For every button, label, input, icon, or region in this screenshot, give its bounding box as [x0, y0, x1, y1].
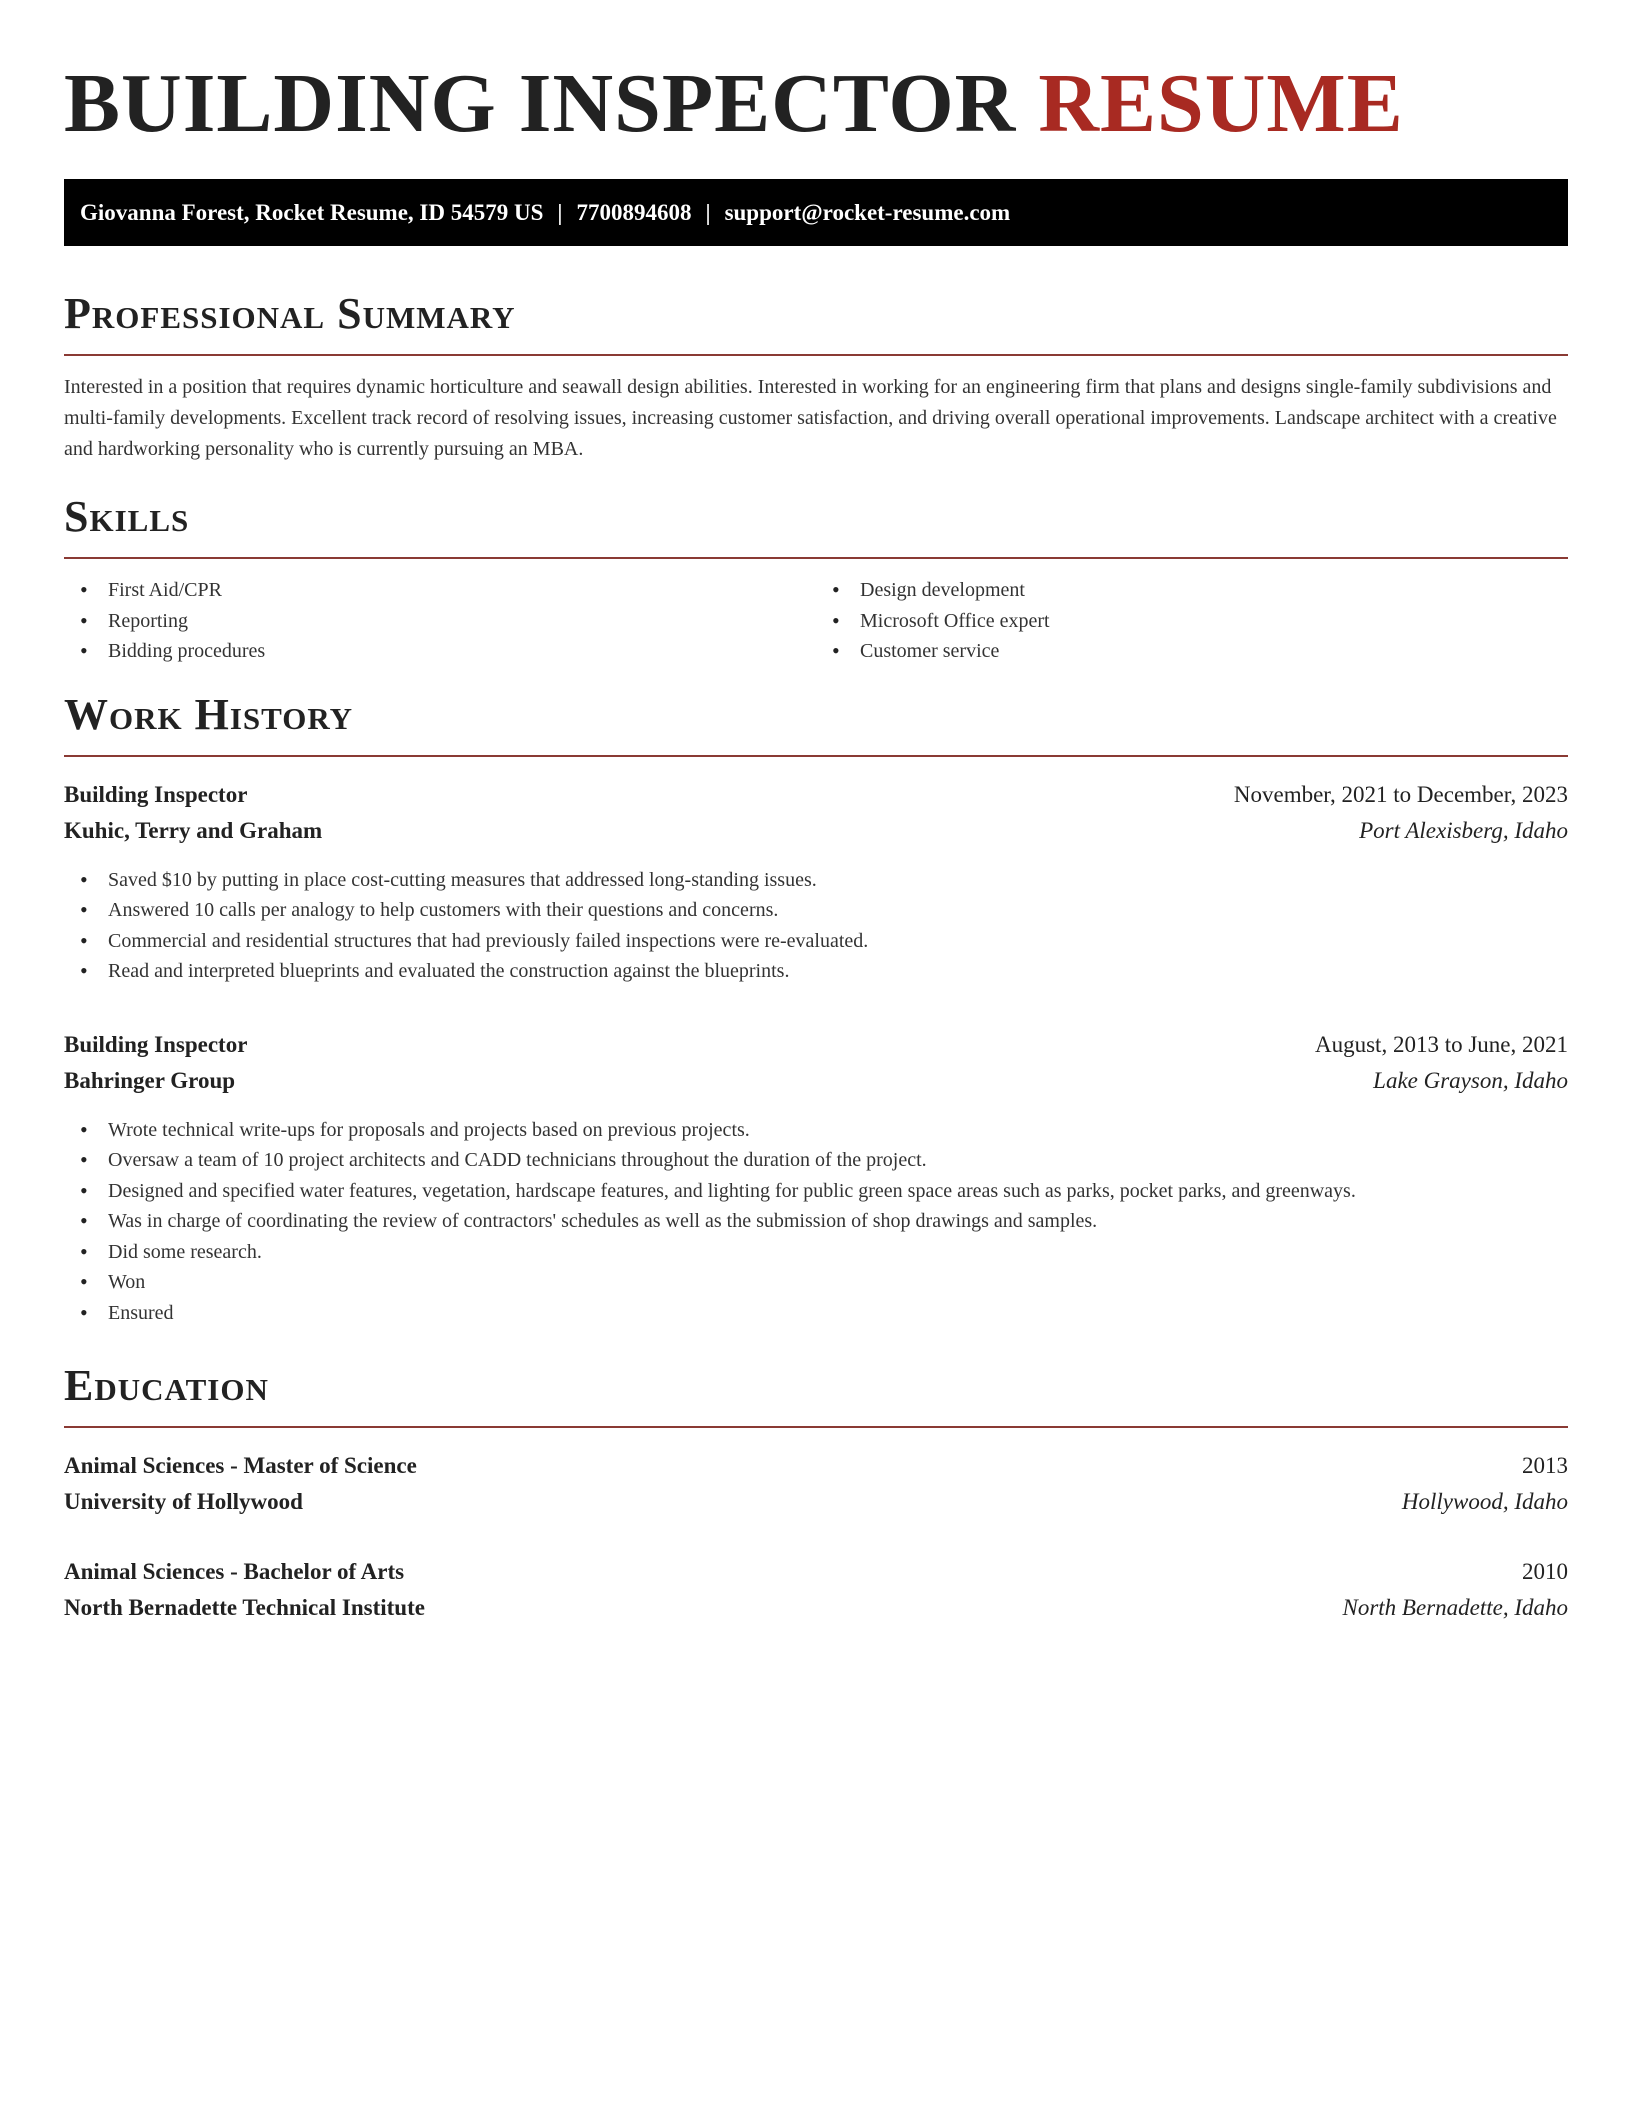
skill-item: • Customer service	[816, 636, 1568, 667]
job-dates: November, 2021 to December, 2023	[1233, 781, 1568, 807]
skills-column-right	[816, 575, 1568, 667]
degree: Animal Sciences - Master of Science	[64, 1453, 417, 1478]
school-location: North Bernadette, Idaho	[1342, 1595, 1568, 1620]
job-bullet: • Did some research.	[64, 1237, 1568, 1268]
job-bullet: • Won	[64, 1267, 1568, 1298]
section-heading-skills: Skills	[64, 493, 1568, 559]
contact-email: support@rocket-resume.com	[724, 200, 1011, 225]
job-entry	[64, 1027, 1568, 1329]
job-title-row	[64, 1027, 1568, 1063]
job-bullet: • Was in charge of coordinating the review of contractors' schedules as well as the submission of shop drawings and samples.	[64, 1206, 1568, 1237]
job-company-row	[64, 1063, 1568, 1099]
job-bullet: • Designed and specified water features, vegetation, hardscape features, and lighting for public green space areas such as parks, pocket parks, and greenways.	[64, 1176, 1568, 1207]
job-entry	[64, 777, 1568, 987]
degree: Animal Sciences - Bachelor of Arts	[64, 1559, 405, 1584]
job-bullet: • Oversaw a team of 10 project architects and CADD technicians throughout the duration of the project.	[64, 1145, 1568, 1176]
education-section	[64, 1362, 1568, 1626]
school-row	[64, 1590, 1568, 1626]
skills-grid	[64, 575, 1568, 667]
resume-title	[64, 0, 1568, 150]
job-title: Building Inspector	[64, 1031, 248, 1057]
section-heading-work: Work History	[64, 691, 1568, 757]
job-company: Bahringer Group	[64, 1067, 236, 1093]
job-bullet: • Wrote technical write-ups for proposals and projects based on previous projects.	[64, 1115, 1568, 1146]
contact-separator: |	[557, 200, 563, 225]
job-dates: August, 2013 to June, 2021	[1315, 1031, 1568, 1057]
education-entry	[64, 1448, 1568, 1520]
contact-phone: 7700894608	[576, 200, 692, 225]
work-section	[64, 691, 1568, 1329]
job-bullet: • Answered 10 calls per analogy to help customers with their questions and concerns.	[64, 895, 1568, 926]
title-main: BUILDING INSPECTOR	[64, 57, 1017, 150]
skill-item: • Bidding procedures	[64, 636, 816, 667]
summary-text: Interested in a position that requires dynamic horticulture and seawall design abilities. Interested in working for an engineering firm that plans and designs single-family subdivisions and multi-family developments. Excellent track record of resolving issues, increasing customer satisfaction, and driving overall operational improvements. Landscape architect with a creative and hardworking personality who is currently pursuing an MBA.	[64, 376, 1557, 460]
skill-item: • Microsoft Office expert	[816, 606, 1568, 637]
title-accent: RESUME	[1038, 57, 1404, 150]
job-bullet: • Commercial and residential structures that had previously failed inspections were re-evaluated.	[64, 926, 1568, 957]
contact-separator: |	[705, 200, 711, 225]
section-heading-summary: Professional Summary	[64, 290, 1568, 356]
job-location: Port Alexisberg, Idaho	[1359, 817, 1568, 843]
job-title: Building Inspector	[64, 781, 248, 807]
job-bullet: • Read and interpreted blueprints and evaluated the construction against the blueprints.	[64, 956, 1568, 987]
degree-row	[64, 1448, 1568, 1484]
skills-list-left	[64, 575, 816, 667]
job-bullet: • Saved $10 by putting in place cost-cutting measures that addressed long-standing issues.	[64, 865, 1568, 896]
job-bullet: • Ensured	[64, 1298, 1568, 1329]
job-bullets	[64, 865, 1568, 987]
graduation-year: 2010	[1522, 1559, 1568, 1584]
job-bullets	[64, 1115, 1568, 1329]
contact-address: Giovanna Forest, Rocket Resume, ID 54579 US	[80, 200, 544, 225]
skill-item: • Design development	[816, 575, 1568, 606]
job-company: Kuhic, Terry and Graham	[64, 817, 323, 843]
contact-bar	[64, 179, 1568, 246]
skills-section	[64, 493, 1568, 667]
skills-list-right	[816, 575, 1568, 667]
school-row	[64, 1484, 1568, 1520]
graduation-year: 2013	[1522, 1453, 1568, 1478]
skill-item: • First Aid/CPR	[64, 575, 816, 606]
school-name: University of Hollywood	[64, 1489, 303, 1514]
education-entry	[64, 1554, 1568, 1626]
school-name: North Bernadette Technical Institute	[64, 1595, 425, 1620]
school-location: Hollywood, Idaho	[1401, 1489, 1568, 1514]
section-heading-education: Education	[64, 1362, 1568, 1428]
job-company-row	[64, 813, 1568, 849]
skill-item: • Reporting	[64, 606, 816, 637]
job-location: Lake Grayson, Idaho	[1373, 1067, 1568, 1093]
job-title-row	[64, 777, 1568, 813]
summary-section	[64, 290, 1568, 465]
degree-row	[64, 1554, 1568, 1590]
skills-column-left	[64, 575, 816, 667]
